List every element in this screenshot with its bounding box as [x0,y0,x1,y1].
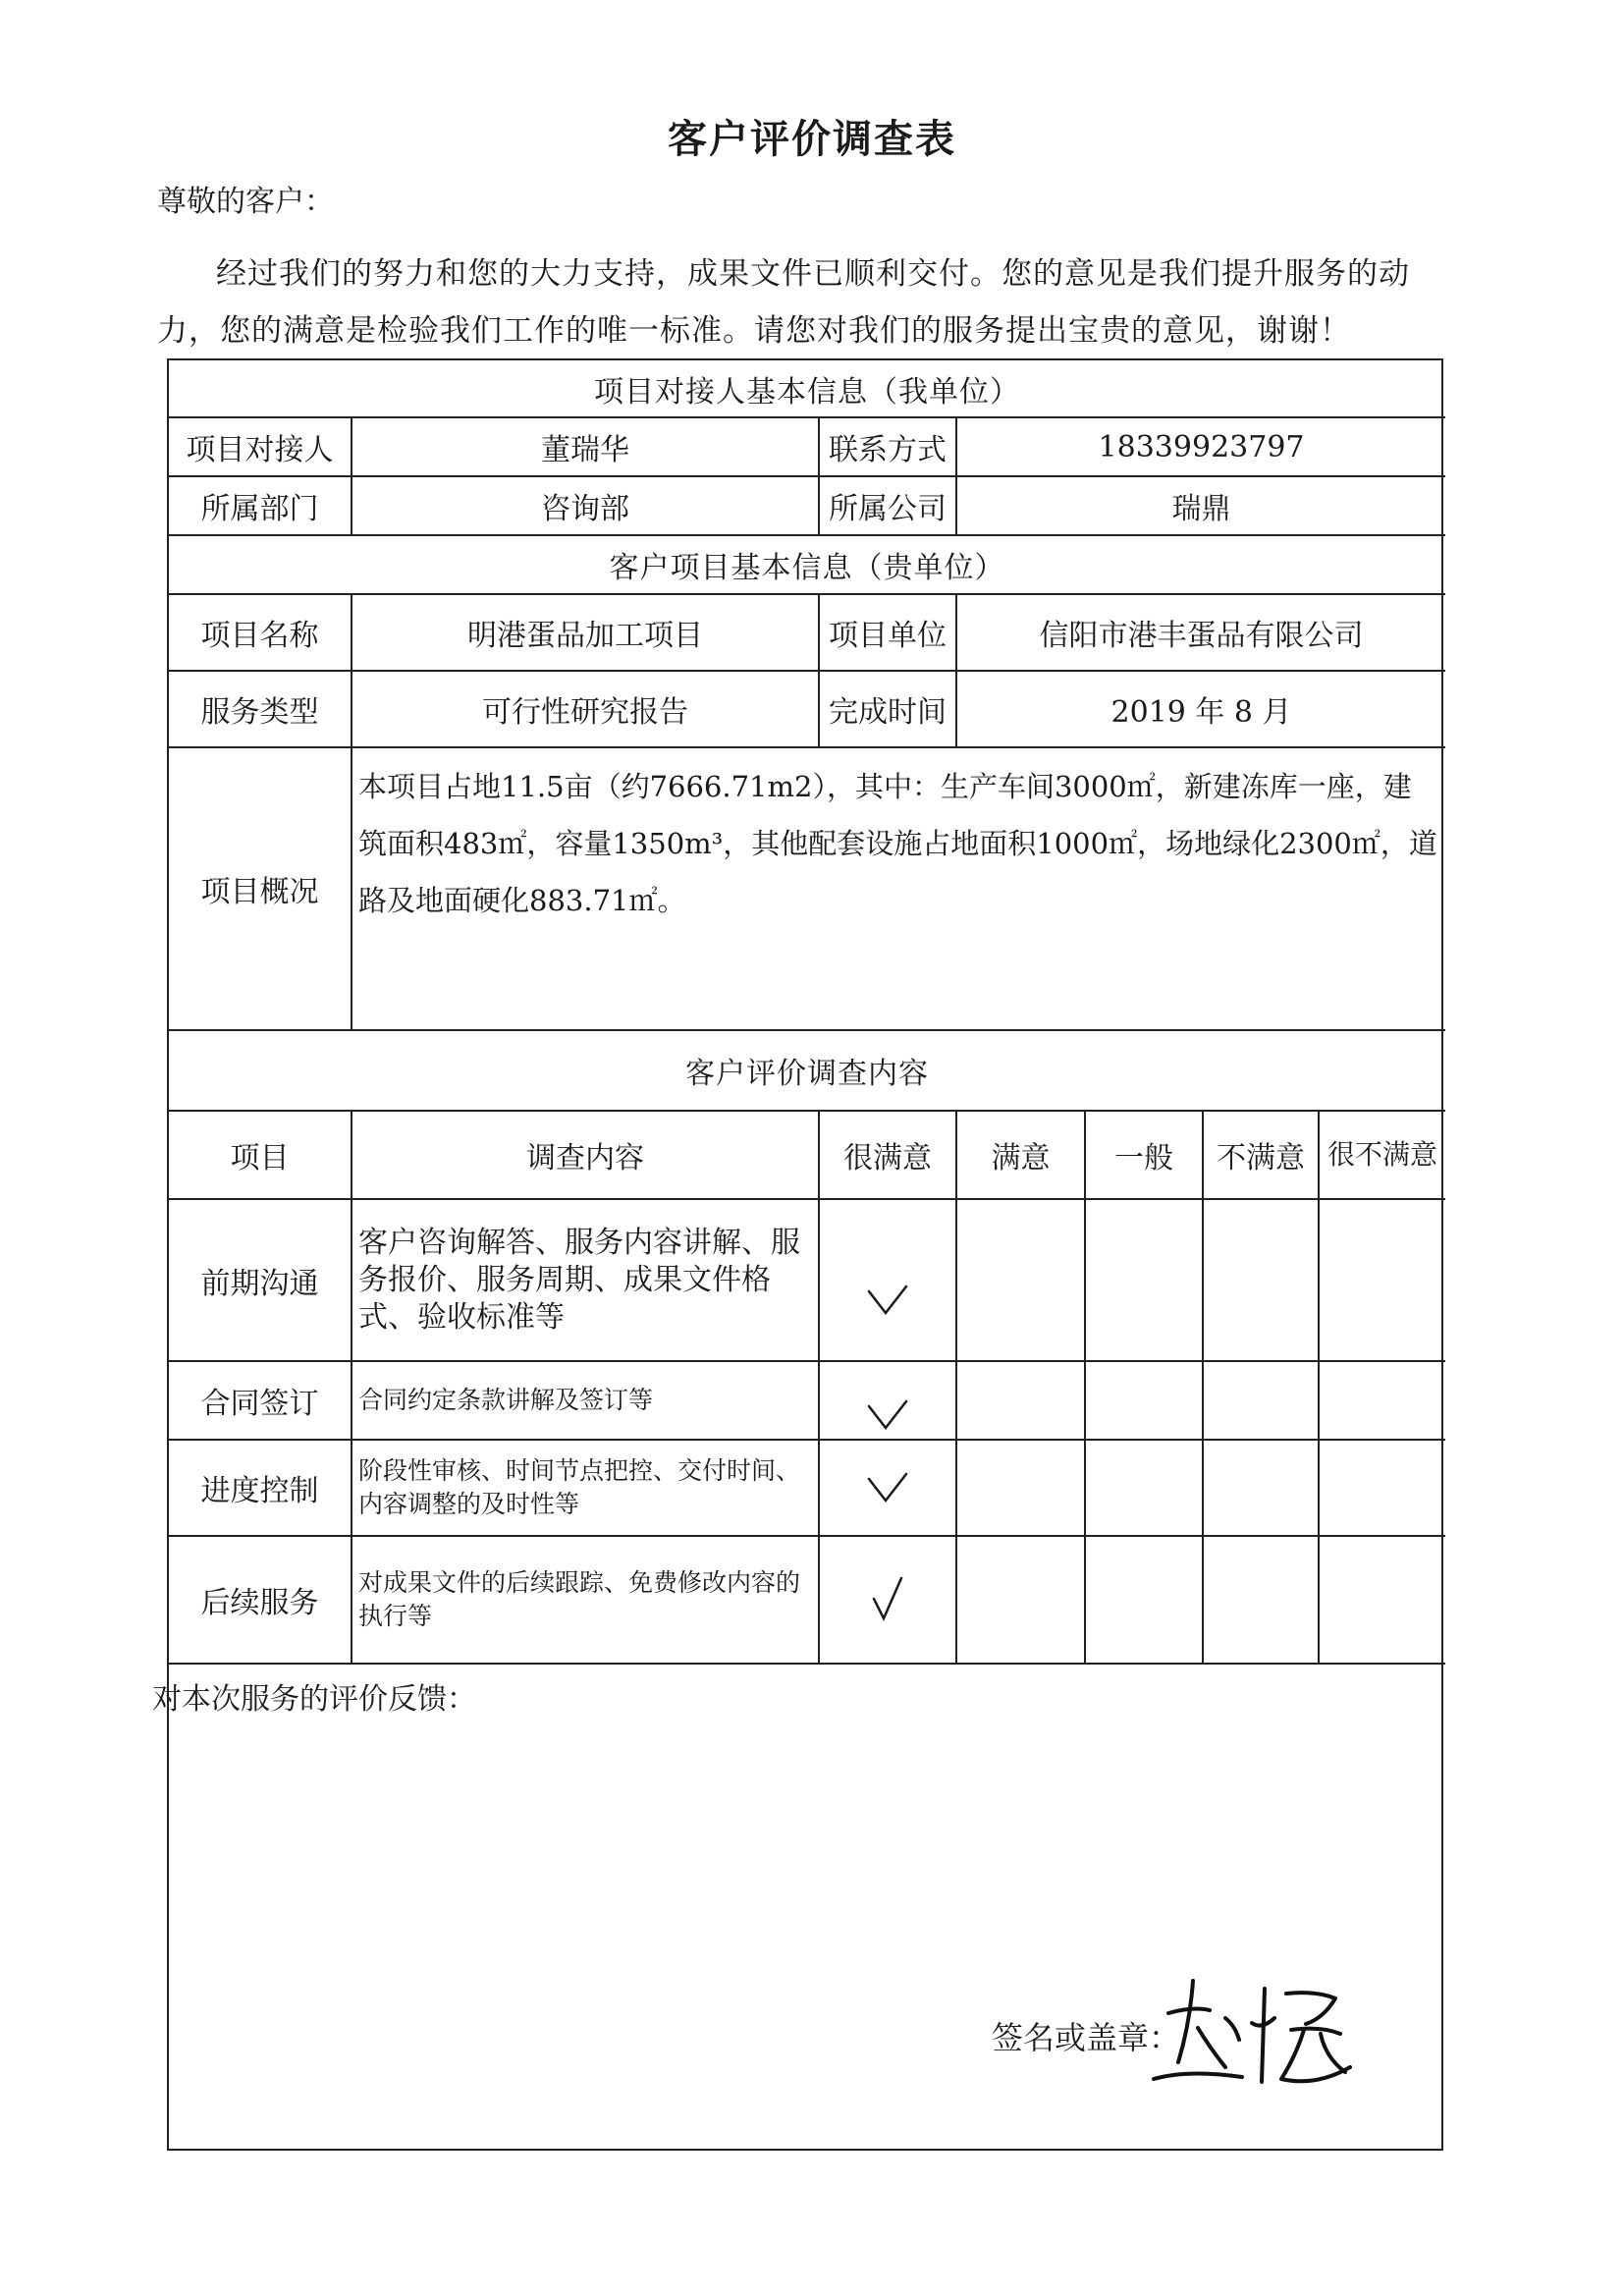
rating-cell-very-unsatisfied [1319,1440,1445,1536]
overview-value: 本项目占地11.5亩（约7666.71m2），其中：生产车间3000㎡，新建冻库一座，建筑面积483㎡，容量1350m³，其他配套设施占地面积1000㎡，场地绿化2300㎡，道路及地面硬化883.71㎡。 [352,747,1445,1030]
project-unit-value: 信阳市港丰蛋品有限公司 [956,594,1445,671]
service-type-label: 服务类型 [169,671,352,747]
row-item: 进度控制 [169,1440,352,1536]
phone-value: 18339923797 [956,417,1445,476]
phone-label: 联系方式 [819,417,956,476]
rating-cell-very-satisfied [819,1199,956,1361]
greeting: 尊敬的客户： [157,185,334,219]
row-content: 客户咨询解答、服务内容讲解、服务报价、服务周期、成果文件格式、验收标准等 [352,1199,819,1361]
our-info-heading: 项目对接人基本信息（我单位） [169,360,1445,417]
rating-cell-very-satisfied [819,1361,956,1440]
row-content: 合同约定条款讲解及签订等 [352,1361,819,1440]
table-row [169,1536,1445,1664]
project-name-label: 项目名称 [169,594,352,671]
check-mark-icon [826,1575,949,1624]
col-content-header: 调查内容 [352,1111,819,1199]
dept-label: 所属部门 [169,476,352,535]
table-row [169,1199,1445,1361]
col-average-header: 一般 [1085,1111,1203,1199]
row-item: 前期沟通 [169,1199,352,1361]
row-item: 后续服务 [169,1536,352,1664]
page-title: 客户评价调查表 [668,117,956,162]
completion-time-label: 完成时间 [819,671,956,747]
rating-cell-unsatisfied [1203,1361,1319,1440]
col-very-satisfied-header: 很满意 [819,1111,956,1199]
rating-cell-very-unsatisfied [1319,1199,1445,1361]
dept-value: 咨询部 [352,476,819,535]
rating-cell-very-satisfied [819,1440,956,1536]
row-content: 对成果文件的后续跟踪、免费修改内容的执行等 [352,1536,819,1664]
rating-cell-satisfied [956,1361,1085,1440]
table-row [169,1361,1445,1440]
rating-cell-average [1085,1199,1203,1361]
rating-cell-unsatisfied [1203,1536,1319,1664]
overview-label: 项目概况 [169,747,352,1030]
intro-paragraph: 经过我们的努力和您的大力支持，成果文件已顺利交付。您的意见是我们提升服务的动力，您的满意是检验我们工作的唯一标准。请您对我们的服务提出宝贵的意见，谢谢！ [157,256,1410,349]
service-type-value: 可行性研究报告 [352,671,819,747]
survey-heading: 客户评价调查内容 [169,1030,1445,1111]
rating-cell-average [1085,1440,1203,1536]
rating-cell-average [1085,1536,1203,1664]
rating-cell-very-unsatisfied [1319,1361,1445,1440]
check-mark-icon [826,1284,949,1317]
rating-cell-very-unsatisfied [1319,1536,1445,1664]
rating-cell-unsatisfied [1203,1199,1319,1361]
client-info-heading: 客户项目基本信息（贵单位） [169,535,1445,594]
rating-cell-unsatisfied [1203,1440,1319,1536]
col-unsatisfied-header: 不满意 [1203,1111,1319,1199]
completion-time-value: 2019 年 8 月 [956,671,1445,747]
handwritten-signature [1149,1969,1365,2106]
feedback-label: 对本次服务的评价反馈： [152,1682,476,1717]
check-mark-icon [826,1471,949,1504]
col-item-header: 项目 [169,1111,352,1199]
survey-form [167,358,1443,2151]
row-content: 阶段性审核、时间节点把控、交付时间、内容调整的及时性等 [352,1440,819,1536]
contact-value: 董瑞华 [352,417,819,476]
rating-cell-satisfied [956,1536,1085,1664]
check-mark-icon [826,1398,949,1432]
row-item: 合同签订 [169,1361,352,1440]
rating-cell-very-satisfied [819,1536,956,1664]
contact-label: 项目对接人 [169,417,352,476]
col-satisfied-header: 满意 [956,1111,1085,1199]
project-name-value: 明港蛋品加工项目 [352,594,819,671]
rating-cell-average [1085,1361,1203,1440]
col-very-unsatisfied-header: 很不满意 [1319,1111,1445,1199]
company-label: 所属公司 [819,476,956,535]
rating-cell-satisfied [956,1199,1085,1361]
company-value: 瑞鼎 [956,476,1445,535]
table-row [169,1440,1445,1536]
rating-cell-satisfied [956,1440,1085,1536]
form-table [169,360,1445,1665]
sign-label: 签名或盖章： [992,2019,1181,2056]
project-unit-label: 项目单位 [819,594,956,671]
